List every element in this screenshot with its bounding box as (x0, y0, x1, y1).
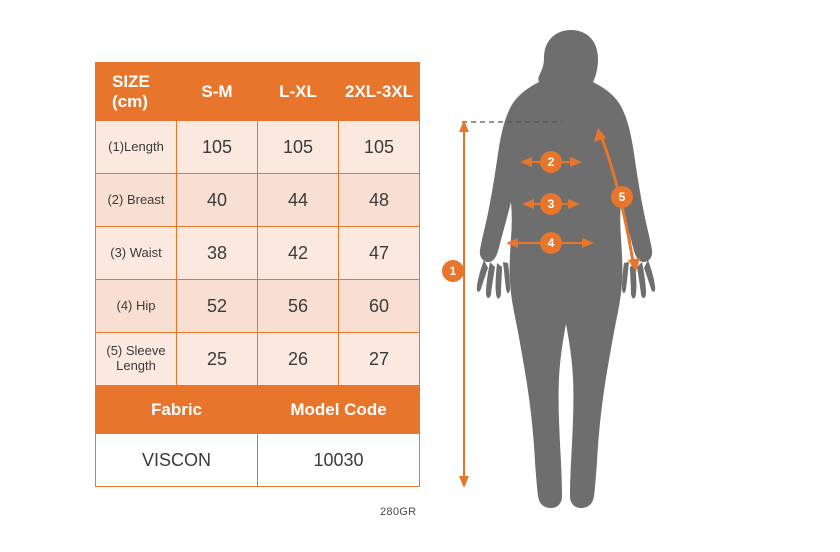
cell-hip-sm: 52 (177, 280, 258, 333)
footer-label-fabric: Fabric (96, 386, 258, 434)
table-header-row (96, 63, 420, 121)
badge-sleeve: 5 (611, 186, 633, 208)
row-label-hip: (4) Hip (96, 280, 177, 333)
table-row (96, 227, 420, 280)
table-row (96, 121, 420, 174)
cell-length-sm: 105 (177, 121, 258, 174)
cell-length-2xl3xl: 105 (339, 121, 420, 174)
cell-breast-lxl: 44 (258, 174, 339, 227)
footer-label-model-code: Model Code (258, 386, 420, 434)
cell-length-lxl: 105 (258, 121, 339, 174)
header-col-sm: S-M (177, 63, 258, 121)
badge-length: 1 (442, 260, 464, 282)
cell-breast-sm: 40 (177, 174, 258, 227)
table-row (96, 333, 420, 386)
header-col-2xl3xl: 2XL-3XL (339, 63, 420, 121)
cell-hip-lxl: 56 (258, 280, 339, 333)
header-size-line1: SIZE (112, 71, 150, 91)
badge-breast: 2 (540, 151, 562, 173)
cell-sleeve-2xl3xl: 27 (339, 333, 420, 386)
cell-waist-lxl: 42 (258, 227, 339, 280)
cell-waist-2xl3xl: 47 (339, 227, 420, 280)
badge-hip: 4 (540, 232, 562, 254)
cell-sleeve-sm: 25 (177, 333, 258, 386)
row-label-waist: (3) Waist (96, 227, 177, 280)
footer-value-fabric: VISCON (96, 434, 258, 487)
size-table-container (95, 62, 420, 487)
row-label-sleeve-length: (5) Sleeve Length (96, 333, 177, 386)
row-label-length: (1)Length (96, 121, 177, 174)
badge-waist: 3 (540, 193, 562, 215)
measurement-figure (440, 10, 840, 550)
cell-waist-sm: 38 (177, 227, 258, 280)
length-arrow-head-bottom (459, 476, 469, 488)
table-row (96, 174, 420, 227)
cell-breast-2xl3xl: 48 (339, 174, 420, 227)
table-row (96, 280, 420, 333)
size-table (95, 62, 420, 487)
length-arrow-head-top (459, 120, 469, 132)
footer-value-model-code: 10030 (258, 434, 420, 487)
header-col-lxl: L-XL (258, 63, 339, 121)
table-footer-value-row (96, 434, 420, 487)
weight-note: 280GR (380, 506, 417, 518)
table-footer-header-row (96, 386, 420, 434)
header-size-cell (96, 63, 177, 121)
female-silhouette-diagram (440, 10, 840, 550)
header-size-line2: (cm) (112, 91, 148, 111)
body-silhouette-icon (477, 30, 655, 508)
cell-hip-2xl3xl: 60 (339, 280, 420, 333)
cell-sleeve-lxl: 26 (258, 333, 339, 386)
row-label-breast: (2) Breast (96, 174, 177, 227)
